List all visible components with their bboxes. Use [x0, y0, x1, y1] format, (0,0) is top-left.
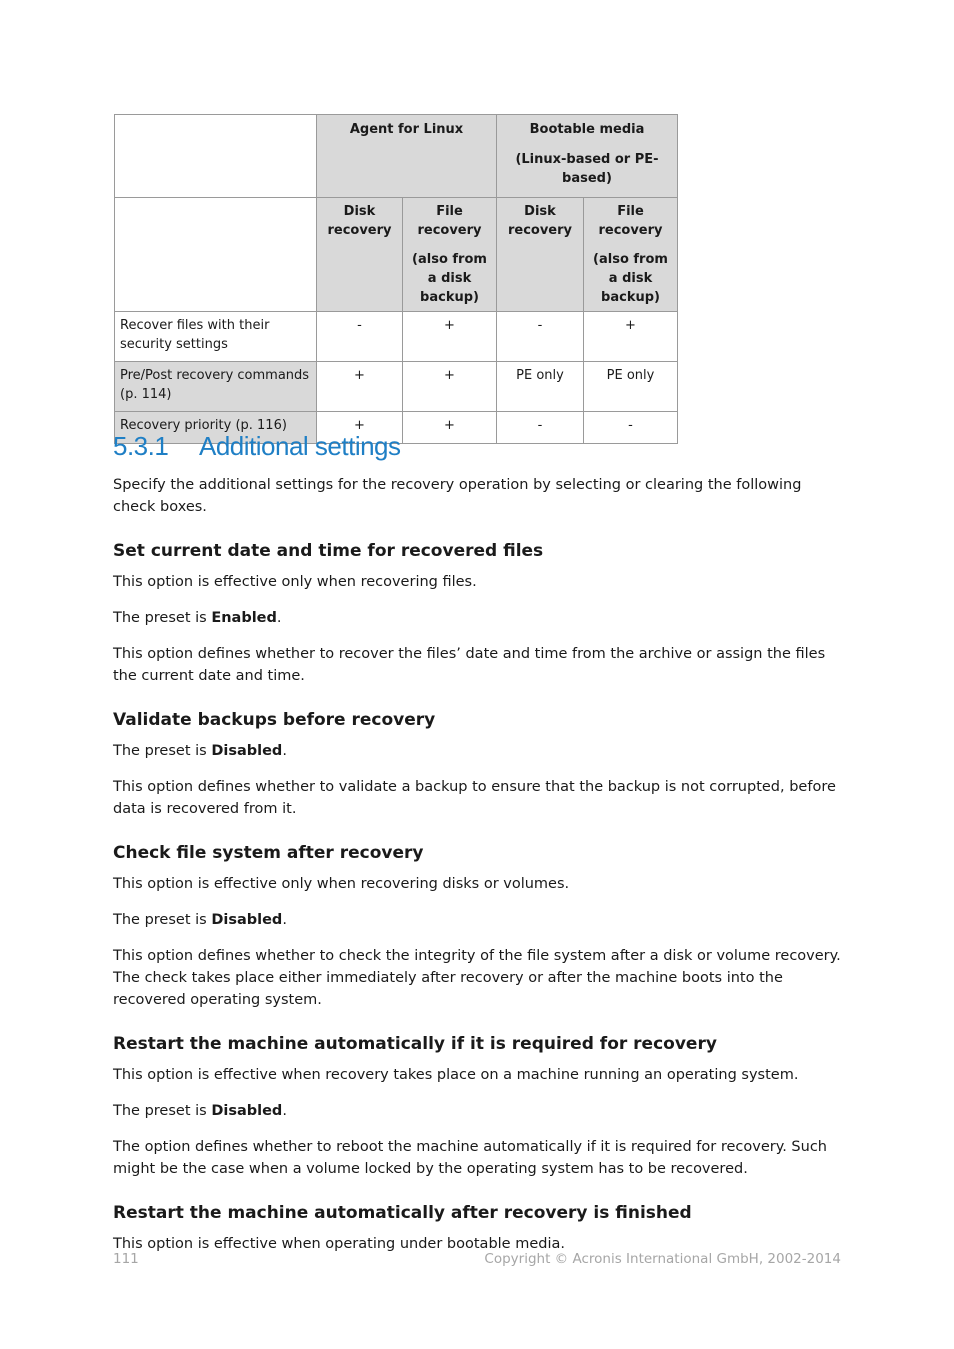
option-effective-text: This option is effective only when recovering files. — [113, 574, 477, 590]
table-subheader-row — [115, 198, 678, 312]
table-cell: PE only — [497, 362, 584, 412]
option-effective-text: This option is effective when operating under bootable media. — [113, 1236, 565, 1252]
page-number: 111 — [113, 1251, 139, 1267]
agent-disk-recovery-header: Disk recovery — [317, 198, 403, 312]
agent-file-recovery-header: File recovery (also from a disk backup) — [403, 198, 497, 312]
table-cell: PE only — [584, 362, 678, 412]
option-heading: Restart the machine automatically after recovery is finished — [113, 1203, 692, 1223]
preset-value: Disabled — [211, 912, 283, 928]
preset-value: Disabled — [211, 1103, 283, 1119]
preset-value: Enabled — [211, 610, 277, 626]
table-cell: + — [584, 312, 678, 362]
option-description: This option defines whether to check the integrity of the file system after a disk or volume recovery. The check takes place either immediately after recovery or after the machine boots into the recovered operating system. — [113, 948, 841, 1008]
option-heading: Validate backups before recovery — [113, 710, 436, 730]
preset-value: Disabled — [211, 743, 283, 759]
section-content — [113, 425, 841, 1269]
agent-for-linux-header: Agent for Linux — [317, 115, 497, 198]
table-cell: - — [497, 412, 584, 444]
empty-header-cell — [115, 115, 317, 198]
section-intro: Specify the additional settings for the recovery operation by selecting or clearing the following check boxes. — [113, 477, 802, 515]
section-title — [113, 425, 841, 467]
option-preset: The preset is Disabled. — [113, 1103, 287, 1119]
empty-subheader-cell — [115, 198, 317, 312]
bootable-media-header: Bootable media (Linux-based or PE-based) — [497, 115, 678, 198]
copyright-notice: Copyright © Acronis International GmbH, 2002-2014 — [484, 1251, 841, 1267]
table-cell: + — [403, 362, 497, 412]
option-description: This option defines whether to validate a backup to ensure that the backup is not corrupted, before data is recovered from it. — [113, 779, 836, 817]
table-cell: + — [403, 312, 497, 362]
option-preset: The preset is Disabled. — [113, 743, 287, 759]
option-preset: The preset is Disabled. — [113, 912, 287, 928]
section-title-text: Additional settings — [199, 431, 401, 461]
option-heading: Set current date and time for recovered files — [113, 541, 544, 561]
option-preset: The preset is Enabled. — [113, 610, 282, 626]
option-description: The option defines whether to reboot the machine automatically if it is required for recovery. Such might be the case when a volume locked by the operating system has to be recovered. — [113, 1139, 827, 1177]
table-cell: + — [403, 412, 497, 444]
table-row — [115, 312, 678, 362]
row-label: Recovery priority (p. 116) — [115, 412, 317, 444]
feature-support-table — [114, 114, 678, 444]
table-cell: - — [317, 312, 403, 362]
option-heading: Check file system after recovery — [113, 843, 424, 863]
table-cell: - — [497, 312, 584, 362]
table-row — [115, 362, 678, 412]
table-cell: + — [317, 362, 403, 412]
page-footer — [113, 1251, 841, 1267]
row-label: Pre/Post recovery commands (p. 114) — [115, 362, 317, 412]
option-description: This option defines whether to recover the files’ date and time from the archive or assign the files the current date and time. — [113, 646, 826, 684]
media-file-recovery-header: File recovery (also from a disk backup) — [584, 198, 678, 312]
option-effective-text: This option is effective only when recovering disks or volumes. — [113, 876, 570, 892]
bootable-media-subheader: (Linux-based or PE-based) — [515, 152, 659, 186]
media-disk-recovery-header: Disk recovery — [497, 198, 584, 312]
table-cell: - — [584, 412, 678, 444]
option-effective-text: This option is effective when recovery takes place on a machine running an operating system. — [113, 1067, 799, 1083]
table-header-row — [115, 115, 678, 198]
option-heading: Restart the machine automatically if it is required for recovery — [113, 1034, 717, 1054]
section-number: 5.3.1 — [113, 431, 169, 461]
row-label: Recover files with their security settings — [115, 312, 317, 362]
table-cell: + — [317, 412, 403, 444]
